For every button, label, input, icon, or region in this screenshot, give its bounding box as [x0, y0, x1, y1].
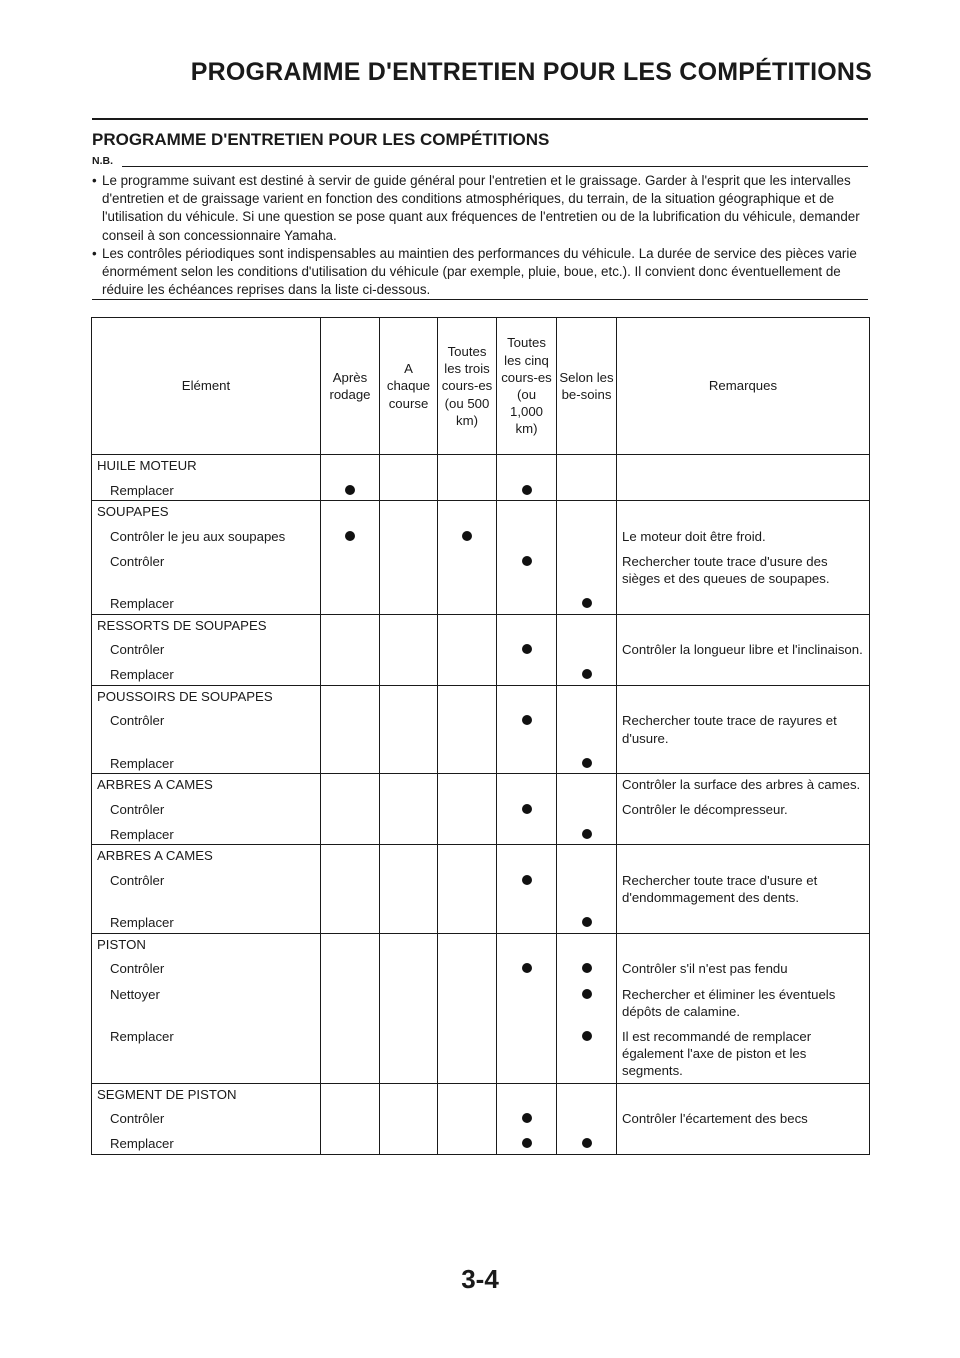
item-remark: Il est recommandé de remplacer également l'axe de piston et les segments.: [617, 1023, 870, 1083]
table-row: [92, 981, 870, 1023]
item-remark: [617, 821, 870, 845]
item-label: Contrôler: [92, 1105, 321, 1130]
check-dot-icon: [522, 485, 532, 495]
table-row: [92, 867, 870, 909]
header-remarques: Remarques: [617, 318, 870, 455]
check-dot-icon: [462, 531, 472, 541]
interval-cell: [380, 981, 438, 1023]
interval-cell: [438, 750, 497, 774]
interval-cell: [557, 523, 617, 548]
interval-cell: [321, 821, 380, 845]
interval-cell: [497, 523, 557, 548]
empty-cell: [557, 933, 617, 955]
group-remark: [617, 1083, 870, 1105]
item-remark: Rechercher toute trace d'usure des sièges et des queues de soupapes.: [617, 548, 870, 590]
header-trois-courses: Toutes les trois cours-es (ou 500 km): [438, 318, 497, 455]
empty-cell: [557, 685, 617, 707]
empty-cell: [557, 455, 617, 477]
interval-cell: [380, 955, 438, 980]
empty-cell: [321, 455, 380, 477]
interval-cell: [321, 1023, 380, 1083]
interval-cell: [557, 955, 617, 980]
interval-cell: [380, 867, 438, 909]
interval-cell: [497, 750, 557, 774]
empty-cell: [497, 774, 557, 796]
check-dot-icon: [582, 989, 592, 999]
group-name: SOUPAPES: [92, 501, 321, 523]
item-remark: [617, 661, 870, 685]
interval-cell: [438, 661, 497, 685]
table-row: [92, 707, 870, 749]
empty-cell: [321, 933, 380, 955]
interval-cell: [321, 707, 380, 749]
interval-cell: [380, 548, 438, 590]
empty-cell: [321, 614, 380, 636]
empty-cell: [438, 1083, 497, 1105]
item-label: Remplacer: [92, 1130, 321, 1154]
empty-cell: [438, 845, 497, 867]
interval-cell: [380, 909, 438, 933]
interval-cell: [438, 955, 497, 980]
interval-cell: [557, 590, 617, 614]
check-dot-icon: [582, 963, 592, 973]
interval-cell: [380, 636, 438, 661]
check-dot-icon: [582, 917, 592, 927]
check-dot-icon: [582, 758, 592, 768]
interval-cell: [557, 1130, 617, 1154]
check-dot-icon: [345, 531, 355, 541]
table-row: [92, 523, 870, 548]
item-label: Contrôler: [92, 707, 321, 749]
interval-cell: [438, 1105, 497, 1130]
item-remark: Contrôler la longueur libre et l'inclinaison.: [617, 636, 870, 661]
interval-cell: [438, 707, 497, 749]
empty-cell: [557, 774, 617, 796]
empty-cell: [380, 455, 438, 477]
interval-cell: [497, 548, 557, 590]
item-remark: [617, 1130, 870, 1154]
item-label: Contrôler: [92, 955, 321, 980]
interval-cell: [557, 661, 617, 685]
header-cinq-courses: Toutes les cinq cours-es (ou 1,000 km): [497, 318, 557, 455]
table-group-row: [92, 685, 870, 707]
item-label: Remplacer: [92, 750, 321, 774]
check-dot-icon: [582, 669, 592, 679]
check-dot-icon: [522, 1113, 532, 1123]
empty-cell: [380, 501, 438, 523]
note-end-divider: [92, 299, 868, 300]
header-element: Elément: [92, 318, 321, 455]
interval-cell: [557, 821, 617, 845]
interval-cell: [497, 909, 557, 933]
interval-cell: [557, 867, 617, 909]
interval-cell: [557, 981, 617, 1023]
interval-cell: [438, 981, 497, 1023]
item-remark: Rechercher toute trace d'usure et d'endommagement des dents.: [617, 867, 870, 909]
item-label: Contrôler le jeu aux soupapes: [92, 523, 321, 548]
interval-cell: [380, 1130, 438, 1154]
item-label: Remplacer: [92, 661, 321, 685]
empty-cell: [557, 1083, 617, 1105]
item-remark: Contrôler l'écartement des becs: [617, 1105, 870, 1130]
interval-cell: [321, 661, 380, 685]
empty-cell: [321, 501, 380, 523]
interval-cell: [497, 796, 557, 821]
interval-cell: [321, 636, 380, 661]
check-dot-icon: [582, 598, 592, 608]
interval-cell: [438, 1023, 497, 1083]
item-remark: [617, 477, 870, 501]
empty-cell: [380, 614, 438, 636]
interval-cell: [321, 981, 380, 1023]
item-remark: Rechercher toute trace de rayures et d'usure.: [617, 707, 870, 749]
interval-cell: [321, 523, 380, 548]
interval-cell: [497, 955, 557, 980]
interval-cell: [380, 661, 438, 685]
table-row: [92, 1130, 870, 1154]
interval-cell: [321, 955, 380, 980]
group-name: POUSSOIRS DE SOUPAPES: [92, 685, 321, 707]
table-row: [92, 1023, 870, 1083]
interval-cell: [557, 909, 617, 933]
check-dot-icon: [522, 715, 532, 725]
table-header-row: [92, 318, 870, 455]
table-body: [92, 455, 870, 1155]
table-row: [92, 477, 870, 501]
empty-cell: [321, 1083, 380, 1105]
interval-cell: [380, 477, 438, 501]
group-remark: [617, 933, 870, 955]
empty-cell: [497, 933, 557, 955]
check-dot-icon: [345, 485, 355, 495]
item-label: Remplacer: [92, 909, 321, 933]
empty-cell: [380, 774, 438, 796]
interval-cell: [380, 707, 438, 749]
table-group-row: [92, 501, 870, 523]
interval-cell: [497, 981, 557, 1023]
empty-cell: [497, 685, 557, 707]
empty-cell: [438, 774, 497, 796]
interval-cell: [380, 1023, 438, 1083]
interval-cell: [438, 867, 497, 909]
group-remark: [617, 845, 870, 867]
maintenance-schedule-table: [91, 317, 870, 1155]
group-name: RESSORTS DE SOUPAPES: [92, 614, 321, 636]
interval-cell: [557, 707, 617, 749]
table-row: [92, 548, 870, 590]
interval-cell: [438, 1130, 497, 1154]
check-dot-icon: [522, 1138, 532, 1148]
empty-cell: [438, 933, 497, 955]
interval-cell: [557, 1023, 617, 1083]
table-row: [92, 796, 870, 821]
empty-cell: [380, 933, 438, 955]
interval-cell: [497, 477, 557, 501]
interval-cell: [557, 1105, 617, 1130]
note-label: N.B.: [92, 155, 113, 167]
check-dot-icon: [522, 556, 532, 566]
interval-cell: [497, 661, 557, 685]
group-name: PISTON: [92, 933, 321, 955]
group-remark: [617, 455, 870, 477]
interval-cell: [321, 1130, 380, 1154]
item-label: Contrôler: [92, 636, 321, 661]
page-number: 3-4: [461, 1264, 499, 1294]
interval-cell: [321, 796, 380, 821]
header-chaque-course: A chaque course: [380, 318, 438, 455]
group-remark: [617, 685, 870, 707]
interval-cell: [438, 523, 497, 548]
interval-cell: [438, 477, 497, 501]
table-group-row: [92, 1083, 870, 1105]
interval-cell: [497, 636, 557, 661]
interval-cell: [497, 707, 557, 749]
group-name: HUILE MOTEUR: [92, 455, 321, 477]
item-label: Remplacer: [92, 590, 321, 614]
empty-cell: [497, 1083, 557, 1105]
group-name: SEGMENT DE PISTON: [92, 1083, 321, 1105]
header-divider: [92, 118, 868, 120]
table-row: [92, 750, 870, 774]
section-title: PROGRAMME D'ENTRETIEN POUR LES COMPÉTITIONS: [92, 130, 550, 149]
item-remark: Contrôler s'il n'est pas fendu: [617, 955, 870, 980]
interval-cell: [438, 636, 497, 661]
table-group-row: [92, 455, 870, 477]
check-dot-icon: [522, 644, 532, 654]
interval-cell: [321, 909, 380, 933]
empty-cell: [557, 614, 617, 636]
empty-cell: [438, 455, 497, 477]
header-selon-besoins: Selon les be-soins: [557, 318, 617, 455]
note-list: [92, 172, 868, 299]
interval-cell: [438, 590, 497, 614]
empty-cell: [321, 685, 380, 707]
empty-cell: [557, 501, 617, 523]
group-name: ARBRES A CAMES: [92, 774, 321, 796]
item-label: Contrôler: [92, 796, 321, 821]
interval-cell: [557, 477, 617, 501]
empty-cell: [438, 501, 497, 523]
empty-cell: [438, 685, 497, 707]
interval-cell: [438, 821, 497, 845]
interval-cell: [321, 1105, 380, 1130]
interval-cell: [321, 867, 380, 909]
note-item: • Les contrôles périodiques sont indispensables au maintien des performances du véhicule. La durée de service des pièces varie énormément selon les conditions d'utilisation du véhicule (par exemple, pluie, boue, etc.). Il convient donc éventuellement de réduire les échéances reprises dans la liste ci-dessous.: [92, 245, 868, 300]
group-remark: [617, 501, 870, 523]
table-group-row: [92, 845, 870, 867]
note-divider: [122, 166, 868, 167]
empty-cell: [380, 845, 438, 867]
empty-cell: [497, 614, 557, 636]
interval-cell: [497, 1105, 557, 1130]
item-remark: [617, 590, 870, 614]
empty-cell: [497, 845, 557, 867]
check-dot-icon: [522, 963, 532, 973]
empty-cell: [321, 845, 380, 867]
page-header-title: PROGRAMME D'ENTRETIEN POUR LES COMPÉTITIONS: [190, 58, 872, 86]
table-row: [92, 821, 870, 845]
empty-cell: [497, 501, 557, 523]
table-group-row: [92, 774, 870, 796]
table-row: [92, 955, 870, 980]
interval-cell: [557, 548, 617, 590]
interval-cell: [380, 796, 438, 821]
header-apres-rodage: Après rodage: [321, 318, 380, 455]
item-label: Remplacer: [92, 1023, 321, 1083]
interval-cell: [380, 821, 438, 845]
item-label: Remplacer: [92, 477, 321, 501]
table-row: [92, 661, 870, 685]
group-remark: Contrôler la surface des arbres à cames.: [617, 774, 870, 796]
group-name: ARBRES A CAMES: [92, 845, 321, 867]
interval-cell: [380, 1105, 438, 1130]
interval-cell: [497, 1130, 557, 1154]
interval-cell: [380, 523, 438, 548]
interval-cell: [321, 750, 380, 774]
empty-cell: [557, 845, 617, 867]
item-remark: [617, 909, 870, 933]
item-remark: Rechercher et éliminer les éventuels dépôts de calamine.: [617, 981, 870, 1023]
empty-cell: [321, 774, 380, 796]
table-row: [92, 1105, 870, 1130]
interval-cell: [380, 590, 438, 614]
empty-cell: [497, 455, 557, 477]
check-dot-icon: [582, 829, 592, 839]
interval-cell: [557, 796, 617, 821]
interval-cell: [497, 1023, 557, 1083]
item-label: Contrôler: [92, 867, 321, 909]
group-remark: [617, 614, 870, 636]
empty-cell: [438, 614, 497, 636]
interval-cell: [321, 548, 380, 590]
interval-cell: [497, 867, 557, 909]
item-remark: [617, 750, 870, 774]
interval-cell: [438, 548, 497, 590]
check-dot-icon: [522, 875, 532, 885]
check-dot-icon: [522, 804, 532, 814]
note-item: • Le programme suivant est destiné à servir de guide général pour l'entretien et le graissage. Garder à l'esprit que les intervalles d'entretien et de graissage varient en fonction des conditions atmosphériques, du terrain, de la situation géographique et de l'utilisation du véhicule. Si une question se pose quant aux fréquences de l'entretien ou de la lubrification du véhicule, demander conseil à son concessionnaire Yamaha.: [92, 172, 868, 245]
item-label: Remplacer: [92, 821, 321, 845]
check-dot-icon: [582, 1031, 592, 1041]
check-dot-icon: [582, 1138, 592, 1148]
table-group-row: [92, 614, 870, 636]
item-remark: Le moteur doit être froid.: [617, 523, 870, 548]
empty-cell: [380, 685, 438, 707]
interval-cell: [380, 750, 438, 774]
interval-cell: [497, 590, 557, 614]
item-remark: Contrôler le décompresseur.: [617, 796, 870, 821]
interval-cell: [497, 821, 557, 845]
interval-cell: [557, 636, 617, 661]
table-row: [92, 909, 870, 933]
interval-cell: [321, 477, 380, 501]
table-group-row: [92, 933, 870, 955]
item-label: Nettoyer: [92, 981, 321, 1023]
interval-cell: [438, 796, 497, 821]
table-row: [92, 636, 870, 661]
table-row: [92, 590, 870, 614]
interval-cell: [321, 590, 380, 614]
empty-cell: [380, 1083, 438, 1105]
interval-cell: [557, 750, 617, 774]
item-label: Contrôler: [92, 548, 321, 590]
interval-cell: [438, 909, 497, 933]
